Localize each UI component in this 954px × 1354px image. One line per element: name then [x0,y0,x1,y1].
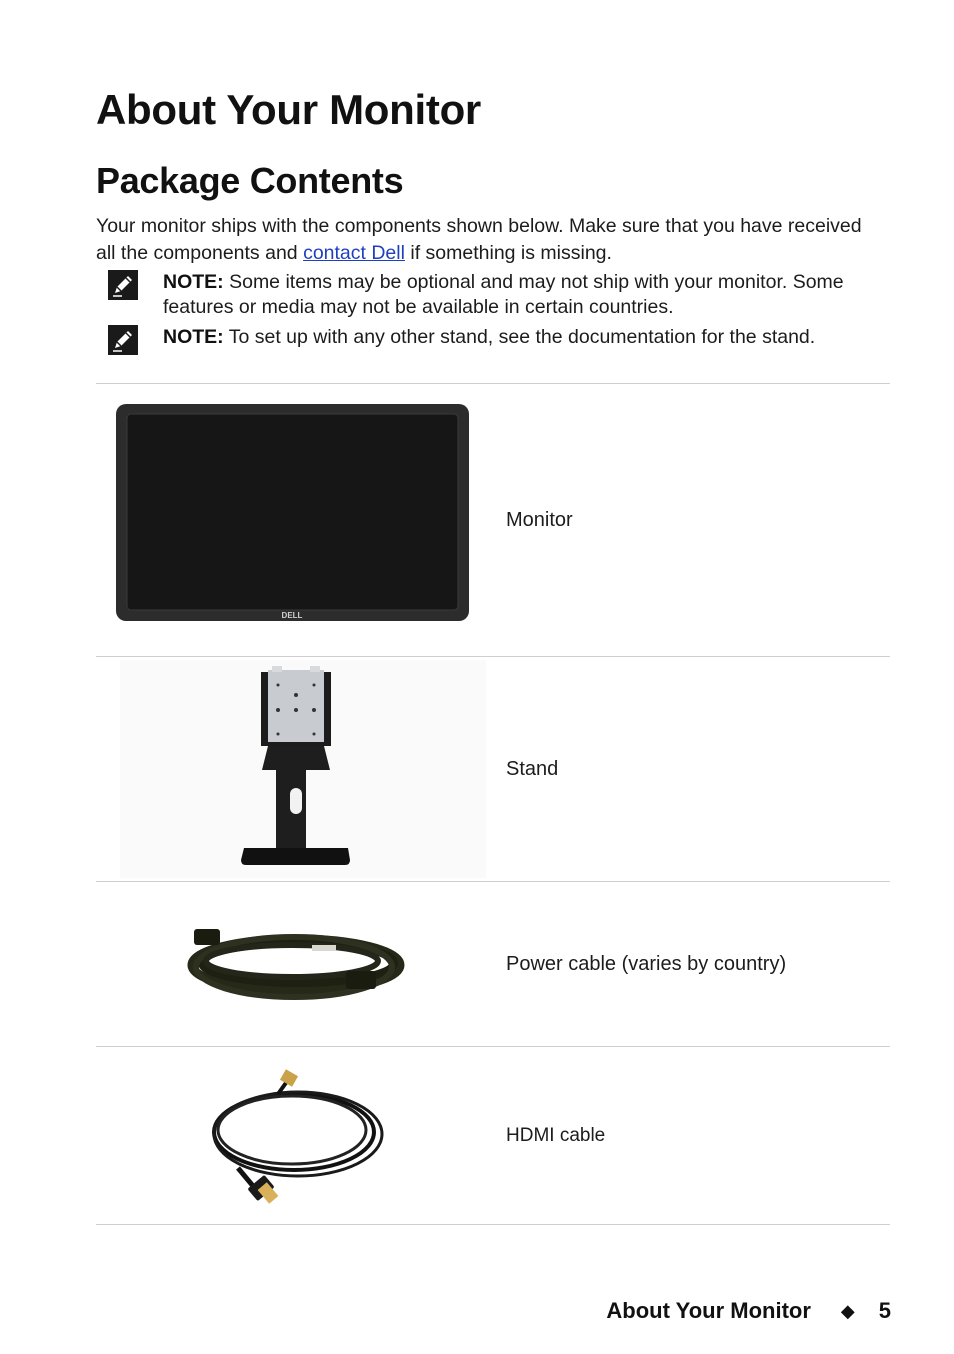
table-divider [96,383,890,384]
page-footer [606,1298,891,1324]
note-pencil-icon [108,325,138,355]
stand-image [120,660,486,878]
contact-dell-link[interactable]: contact Dell [303,242,405,264]
item-label-stand: Stand [506,758,559,780]
note-label: NOTE: [163,326,224,348]
note-body: To set up with any other stand, see the documentation for the stand. [223,326,816,348]
dell-logo: DELL [281,611,303,620]
power-cable-image [186,915,408,1010]
note-2-text [163,325,893,350]
item-label-power-cable: Power cable (varies by country) [506,953,787,975]
item-label-hdmi-cable: HDMI cable [506,1125,606,1146]
note-pencil-icon [108,270,138,300]
note-1-text [163,270,893,320]
page-number: 5 [878,1298,891,1323]
monitor-image [115,403,471,623]
intro-text-end: if something is missing. [404,242,612,264]
hdmi-cable-image [208,1068,388,1208]
table-divider [96,1046,890,1047]
item-label-monitor: Monitor [506,509,573,531]
page-title: About Your Monitor [96,86,481,133]
note-label: NOTE: [163,271,224,293]
note-body: Some items may be optional and may not ship with your monitor. Some features or media may not be available in certain countries. [163,271,844,318]
section-title: Package Contents [96,160,404,201]
table-divider [96,881,890,882]
footer-section-title: About Your Monitor [606,1298,811,1323]
intro-text: Your monitor ships with the components shown below. Make sure that you have received all the components and [96,215,862,264]
intro-paragraph [96,213,886,267]
table-divider [96,1224,890,1225]
diamond-icon: ◆ [840,1300,855,1321]
table-divider [96,656,890,657]
